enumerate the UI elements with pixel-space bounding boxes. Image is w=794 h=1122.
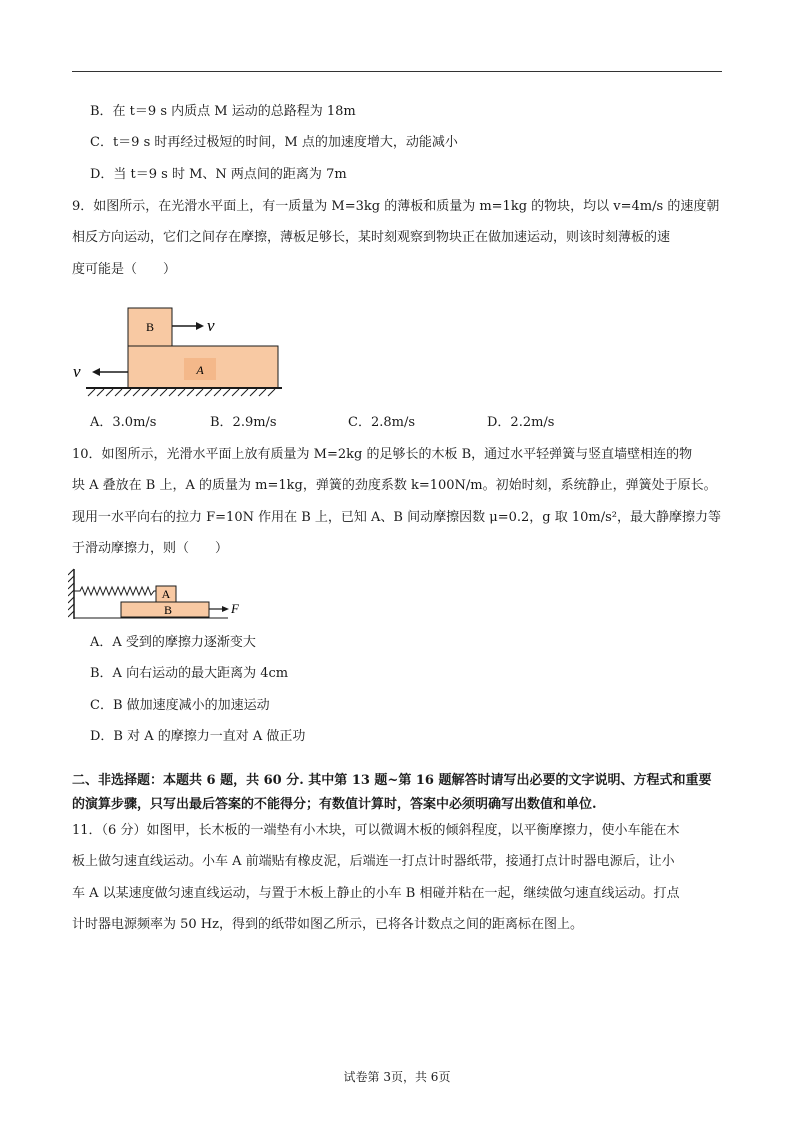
q9-stem-line-3: 度可能是（ ） — [72, 262, 177, 277]
q10-block-label: A — [161, 587, 171, 601]
q8-option-d: D．当 t＝9 s 时 M、N 两点间的距离为 7m — [90, 167, 347, 182]
q10-choice-b: B．A 向右运动的最大距离为 4cm — [90, 666, 289, 681]
q9-choice-a: A．3.0m/s — [90, 415, 157, 430]
q9-board-velocity-label: v — [73, 362, 81, 381]
section2-heading-line-1: 二、非选择题：本题共 6 题，共 60 分. 其中第 13 题~第 16 题解答时请写出必要的文字说明、方程式和重要 — [72, 773, 712, 788]
q11-stem-line-1: 11．（6 分）如图甲，长木板的一端垫有小木块，可以微调木板的倾斜程度，以平衡摩擦力，使小车能在木 — [72, 823, 680, 838]
q10-spring — [74, 587, 156, 595]
q9-choice-b: B．2.9m/s — [210, 415, 277, 430]
q9-stem-line-1: 9．如图所示，在光滑水平面上，有一质量为 M=3kg 的薄板和质量为 m=1kg 的物块，均以 v=4m/s 的速度朝 — [72, 199, 720, 214]
q10-force-label: F — [231, 601, 239, 616]
q10-choice-d: D．B 对 A 的摩擦力一直对 A 做正功 — [90, 729, 306, 744]
q11-stem-line-4: 计时器电源频率为 50 Hz，得到的纸带如图乙所示，已将各计数点之间的距离标在图上。 — [72, 917, 583, 932]
q9-figure — [68, 300, 298, 400]
q9-block-velocity-label: v — [207, 316, 215, 335]
q9-stem-line-2: 相反方向运动，它们之间存在摩擦，薄板足够长，某时刻观察到物块正在做加速运动，则该时刻薄板的速 — [72, 230, 671, 245]
q9-choice-c: C．2.8m/s — [348, 415, 415, 430]
q10-stem-line-4: 于滑动摩擦力，则（ ） — [72, 541, 229, 556]
q10-figure — [68, 565, 253, 625]
q9-choice-d: D．2.2m/s — [487, 415, 555, 430]
q11-stem-line-2: 板上做匀速直线运动。小车 A 前端贴有橡皮泥，后端连一打点计时器纸带，接通打点计时器电源后，让小 — [72, 854, 675, 869]
q9-board-label: A — [196, 363, 204, 377]
q9-block-label: B — [145, 320, 155, 334]
q10-choice-a: A．A 受到的摩擦力逐渐变大 — [90, 635, 256, 650]
header-rule — [72, 71, 722, 72]
q10-stem-line-1: 10．如图所示，光滑水平面上放有质量为 M=2kg 的足够长的木板 B，通过水平轻弹簧与竖直墙壁相连的物 — [72, 447, 693, 462]
section2-heading-line-2: 的演算步骤，只写出最后答案的不能得分；有数值计算时，答案中必须明确写出数值和单位. — [72, 797, 597, 812]
q8-option-b: B．在 t＝9 s 内质点 M 运动的总路程为 18m — [90, 104, 356, 119]
q10-stem-line-3: 现用一水平向右的拉力 F=10N 作用在 B 上，已知 A、B 间动摩擦因数 μ=0.2，g 取 10m/s²，最大静摩擦力等 — [72, 510, 721, 525]
q11-stem-line-3: 车 A 以某速度做匀速直线运动，与置于木板上静止的小车 B 相碰并粘在一起，继续做匀速直线运动。打点 — [72, 886, 680, 901]
q10-board-label: B — [163, 603, 173, 617]
q10-stem-line-2: 块 A 叠放在 B 上，A 的质量为 m=1kg，弹簧的劲度系数 k=100N/m。初始时刻，系统静止，弹簧处于原长。 — [72, 478, 717, 493]
q8-option-c: C．t＝9 s 时再经过极短的时间，M 点的加速度增大，动能减小 — [90, 135, 458, 150]
q10-choice-c: C．B 做加速度减小的加速运动 — [90, 698, 270, 713]
page-footer: 试卷第 3页，共 6页 — [343, 1070, 451, 1084]
